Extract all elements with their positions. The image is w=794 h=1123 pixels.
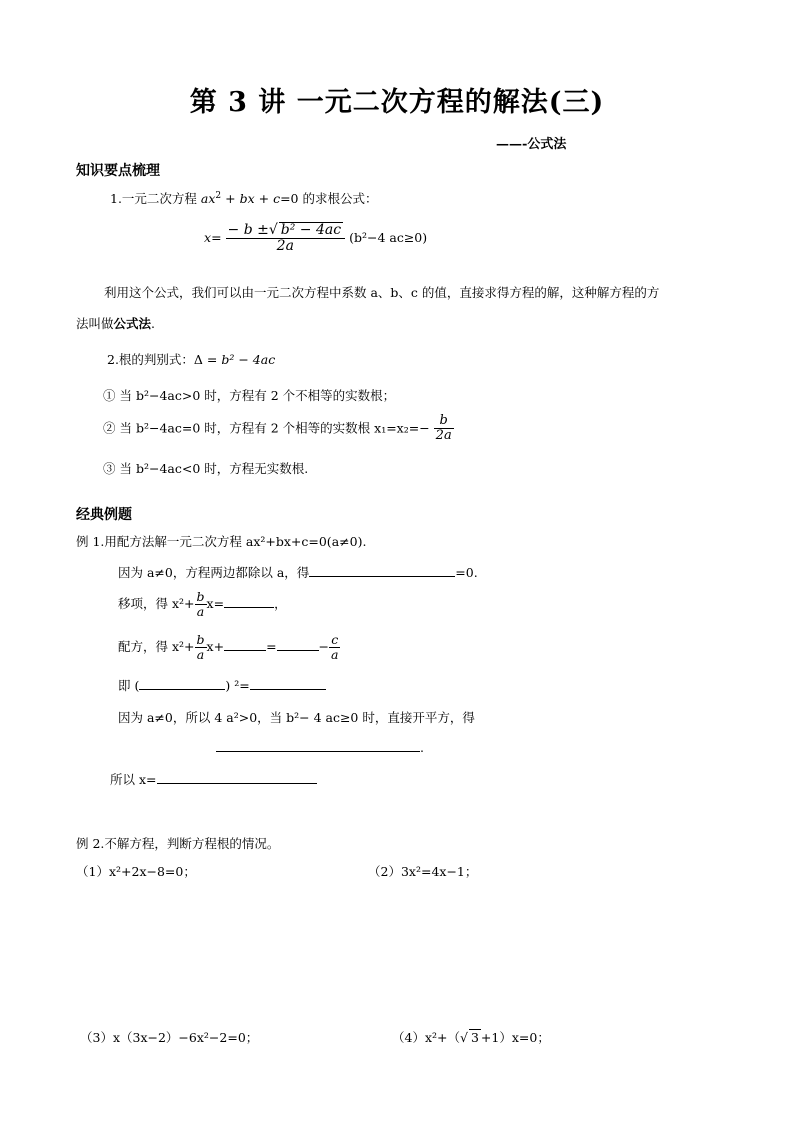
page-title: 第 3 讲 一元二次方程的解法(三) (189, 87, 605, 118)
example-2-question-2: （2）3x²=4x−1； (368, 864, 478, 879)
answer-blank[interactable] (157, 770, 317, 784)
knowledge-item-1: 1.一元二次方程 $ax^2$ + bx + c=0 的求根公式： (110, 190, 378, 206)
example-2-question-1: （1）x²+2x−8=0； (76, 864, 196, 879)
answer-blank[interactable] (309, 563, 455, 577)
example-1-step-5: 因为 a≠0，所以 4 a²>0，当 b²− 4 ac≥0 时，直接开平方，得 (118, 710, 475, 725)
answer-blank[interactable] (224, 637, 266, 651)
example-1-step-6: . (216, 738, 424, 755)
page-subtitle: ——-公式法 (496, 137, 567, 152)
case-1: ① 当 b²−4ac>0 时，方程有 2 个不相等的实数根； (103, 388, 396, 403)
example-2-question-4: （4）x²+（√ 3 +1）x=0； (392, 1030, 550, 1045)
examples-heading: 经典例题 (76, 507, 132, 523)
explain-line-1: 利用这个公式，我们可以由一元二次方程中系数 a、b、c 的值，直接求得方程的解，这种解方程的方 (104, 285, 660, 300)
case-3: ③ 当 b²−4ac<0 时，方程无实数根. (103, 461, 309, 476)
example-2-title: 例 2.不解方程，判断方程根的情况。 (76, 836, 280, 851)
example-2-question-3: （3）x（3x−2）−6x²−2=0； (80, 1030, 259, 1045)
answer-blank[interactable] (216, 738, 420, 752)
formula-fraction: $\frac{\text{− b ±√ b² − 4ac}}{2a}$ (226, 222, 346, 255)
example-1-step-3: 配方，得 x²+ $\frac{b}{a}$ x+ = − $\frac{c}{a}$ (118, 632, 339, 662)
knowledge-item-2: 2.根的判别式：Δ = b² − 4ac (107, 352, 276, 367)
example-1-step-1: 因为 a≠0，方程两边都除以 a，得 =0. (118, 565, 478, 580)
knowledge-heading: 知识要点梳理 (76, 163, 160, 179)
answer-blank[interactable] (277, 637, 319, 651)
case-2: ② 当 b²−4ac=0 时，方程有 2 个相等的实数根 x₁=x₂=− $\frac{b}{2a}$ (103, 413, 452, 444)
example-1-step-2: 移项，得 x²+ $\frac{b}{a}$ x= ， (118, 589, 287, 619)
explain-line-2: 法叫做公式法. (76, 316, 156, 331)
example-1-title: 例 1.用配方法解一元二次方程 ax²+bx+c=0(a≠0). (76, 534, 367, 549)
answer-blank[interactable] (250, 676, 326, 690)
quadratic-formula: x= $\frac{\text{− b ±√ b² − 4ac}}{2a}$ (b²−4 ac≥0) (204, 222, 428, 255)
answer-blank[interactable] (139, 676, 225, 690)
example-1-step-4: 即 ( ) ²= (118, 676, 326, 694)
answer-blank[interactable] (224, 594, 274, 608)
example-1-step-7: 所以 x= (110, 770, 317, 788)
